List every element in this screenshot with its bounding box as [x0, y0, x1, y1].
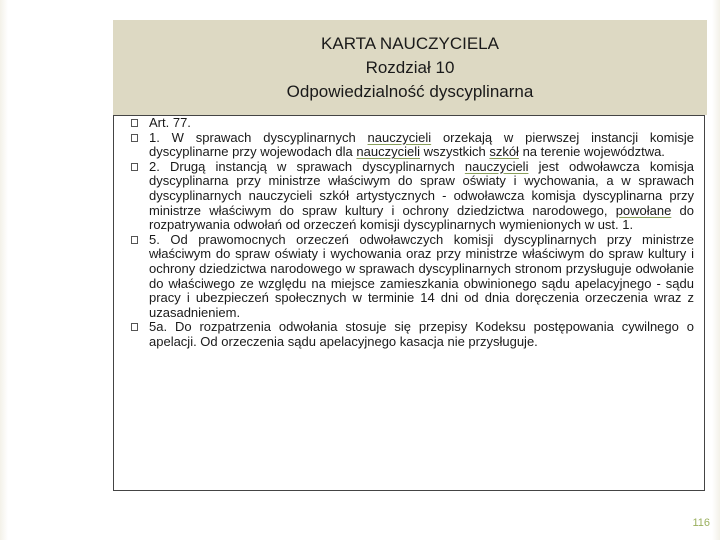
term-link[interactable]: powołane	[615, 202, 672, 218]
list-item-text: 5a. Do rozpatrzenia odwołania stosuje się przepisy Kodeksu postępowania cywilnego o apelacji. Od orzeczenia sądu apelacyjnego kasacja nie przysługuje.	[149, 319, 694, 349]
list-item-ust-1	[128, 131, 694, 160]
list-item-text: 5. Od prawomocnych orzeczeń odwoławczych komisji dyscyplinarnych przy ministrze właściwym do spraw oświaty i wychowania oraz przy ministrze właściwym do spraw kultury i ochrony dziedzictwa narodowego w sprawach dyscyplinarnych stronom przysługuje odwołanie do właściwego ze względu na miejsce zamieszkania obwinionego sądu apelacyjnego - sądu pracy i ubezpieczeń społecznych w terminie 14 dni od dnia doręczenia orzeczenia wraz z uzasadnieniem.	[149, 231, 694, 320]
text-segment: 2. Drugą instancją w sprawach dyscyplinarnych	[149, 158, 465, 174]
list-item-ust-2	[128, 160, 694, 233]
term-link[interactable]: nauczycieli	[464, 158, 529, 174]
term-link[interactable]: nauczycieli	[367, 129, 432, 145]
term-link[interactable]: szkół	[489, 144, 519, 160]
list-item-text	[149, 131, 694, 160]
list-item-ust-5a	[128, 320, 694, 349]
text-segment: wszystkich	[419, 144, 490, 160]
text-segment: orzekają w pierwszej instancji komisje dyscyplinarne przy wojewodach dla	[149, 129, 694, 160]
checkbox-bullet-icon	[131, 236, 138, 244]
list-item-text: Art. 77.	[149, 115, 191, 130]
text-segment: na terenie województwa.	[518, 144, 665, 160]
text-segment: jest odwoławcza komisja dyscyplinarna przy ministrze właściwym do spraw oświaty i wychowania, a w sprawach dyscyplinarnych nauczycieli szkół artystycznych - odwoławcza komisja dyscyplinarna przy ministrze właściwym do spraw kultury i ochrony dziedzictwa narodowego,	[149, 158, 694, 218]
list-item-art-77	[128, 116, 694, 131]
title-line-3: Odpowiedzialność dyscyplinarna	[286, 82, 534, 101]
title-line-2: Rozdział 10	[365, 58, 455, 77]
slide-left-border	[0, 0, 8, 540]
text-segment: do rozpatrywania odwołań od orzeczeń komisji dyscyplinarnych wymienionych w ust. 1.	[149, 202, 694, 233]
list-item-text	[149, 160, 694, 233]
checkbox-bullet-icon	[131, 134, 138, 142]
slide-right-border	[712, 0, 720, 540]
term-link[interactable]: nauczycieli	[356, 144, 420, 160]
bullet-list	[128, 116, 694, 350]
slide-title	[113, 32, 707, 104]
checkbox-bullet-icon	[131, 163, 138, 171]
checkbox-bullet-icon	[131, 119, 138, 127]
checkbox-bullet-icon	[131, 323, 138, 331]
title-line-1: KARTA NAUCZYCIELA	[321, 34, 499, 53]
list-item-ust-5	[128, 233, 694, 321]
text-segment: 1. W sprawach dyscyplinarnych	[149, 129, 368, 145]
page-number: 116	[692, 517, 710, 529]
